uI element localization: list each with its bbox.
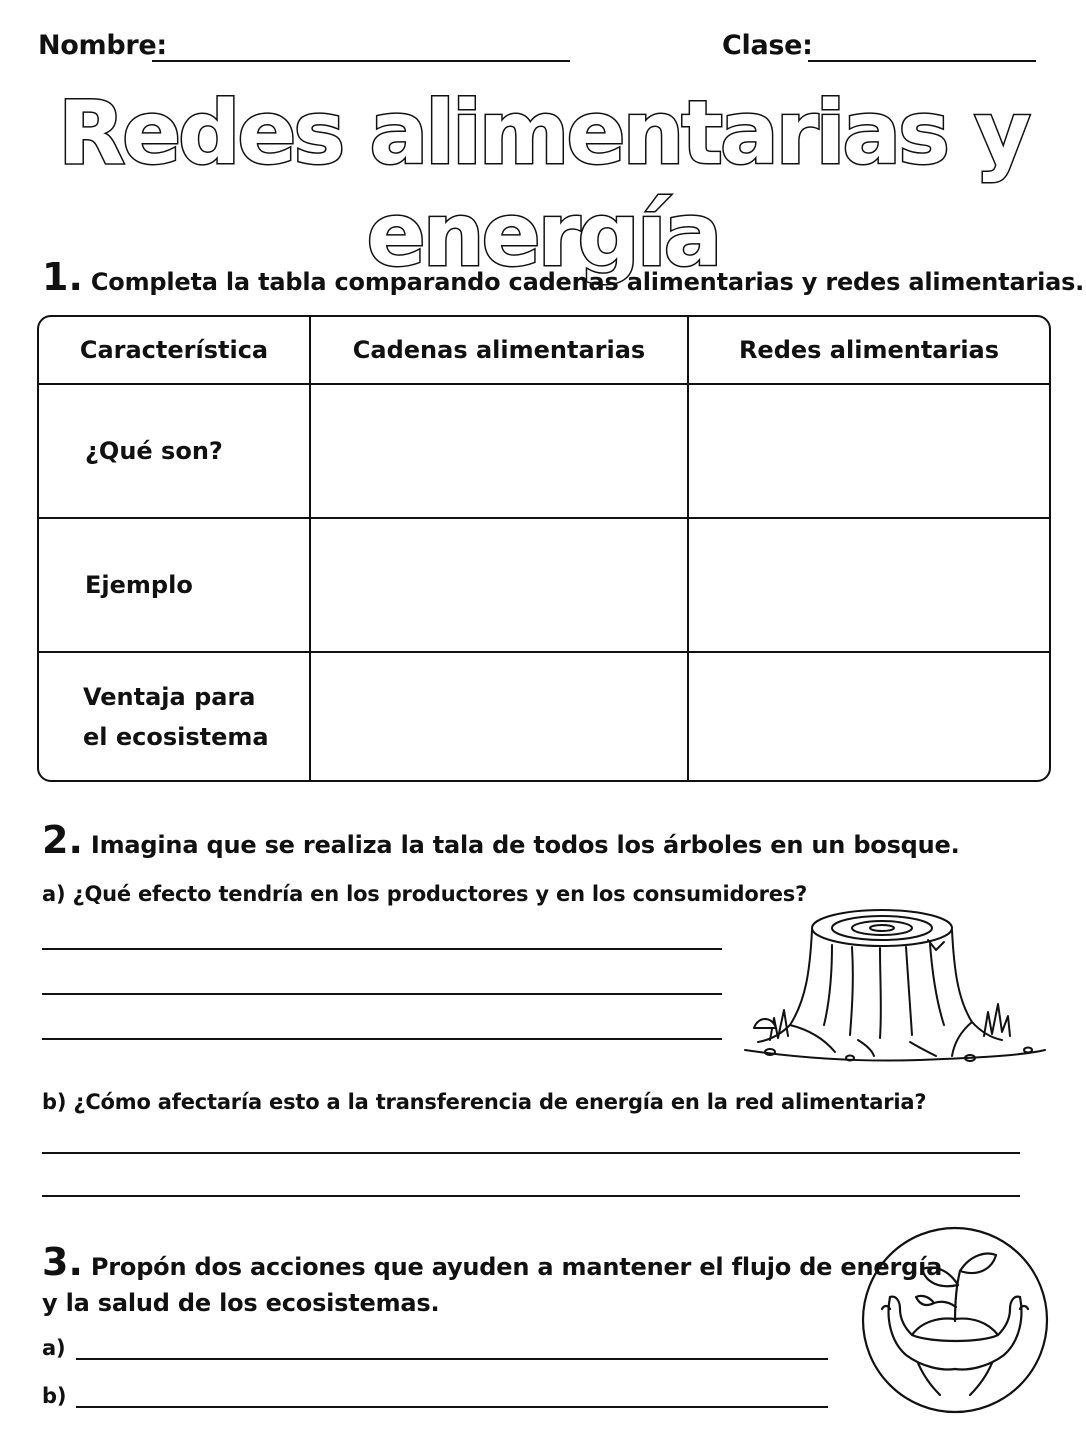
question-1-number: 1. (42, 255, 83, 299)
question-1-text: Completa la tabla comparando cadenas alimentarias y redes alimentarias. (90, 268, 1085, 296)
answer-cell[interactable] (689, 519, 1049, 653)
question-3-text-line1: Propón dos acciones que ayuden a mantener el flujo de energía (90, 1253, 943, 1281)
name-label: Nombre: (38, 30, 167, 61)
answer-cell[interactable] (689, 653, 1049, 780)
question-3-text-line2: y la salud de los ecosistemas. (42, 1289, 440, 1317)
question-2 (42, 818, 960, 862)
row-label (39, 653, 311, 780)
answer-b-label: b) (42, 1384, 67, 1408)
answer-line[interactable] (42, 1152, 1020, 1154)
row-label: Ejemplo (39, 519, 311, 653)
hands-seedling-icon (860, 1225, 1050, 1415)
question-2-number: 2. (42, 818, 83, 862)
answer-line[interactable] (42, 993, 722, 995)
tree-stump-icon (740, 900, 1050, 1065)
question-2b-text: b) ¿Cómo afectaría esto a la transferencia de energía en la red alimentaria? (42, 1090, 927, 1114)
table-row (39, 385, 1049, 519)
column-header: Redes alimentarias (689, 317, 1049, 385)
answer-b-line[interactable] (76, 1406, 828, 1408)
row-label: ¿Qué son? (39, 385, 311, 519)
answer-line[interactable] (42, 1038, 722, 1040)
answer-cell[interactable] (311, 519, 689, 653)
answer-line[interactable] (42, 948, 722, 950)
question-2a-text: a) ¿Qué efecto tendría en los productores y en los consumidores? (42, 882, 808, 906)
table-row (39, 519, 1049, 653)
answer-a-line[interactable] (76, 1358, 828, 1360)
answer-a-label: a) (42, 1336, 66, 1360)
row-label-line: Ventaja para (83, 682, 256, 711)
column-header: Cadenas alimentarias (311, 317, 689, 385)
question-3-number: 3. (42, 1240, 83, 1284)
question-1 (42, 255, 1084, 299)
answer-line[interactable] (42, 1195, 1020, 1197)
class-label: Clase: (722, 30, 813, 61)
class-field[interactable] (808, 60, 1036, 62)
question-3 (42, 1240, 942, 1284)
answer-cell[interactable] (689, 385, 1049, 519)
table-header-row (39, 317, 1049, 385)
name-field[interactable] (152, 60, 570, 62)
column-header: Característica (39, 317, 311, 385)
answer-cell[interactable] (311, 385, 689, 519)
page-title: Redes alimentarias y energía (58, 82, 1028, 286)
comparison-table (37, 315, 1051, 782)
answer-cell[interactable] (311, 653, 689, 780)
question-2-text: Imagina que se realiza la tala de todos los árboles en un bosque. (90, 831, 960, 859)
row-label-line: el ecosistema (83, 722, 269, 751)
table-row (39, 653, 1049, 780)
